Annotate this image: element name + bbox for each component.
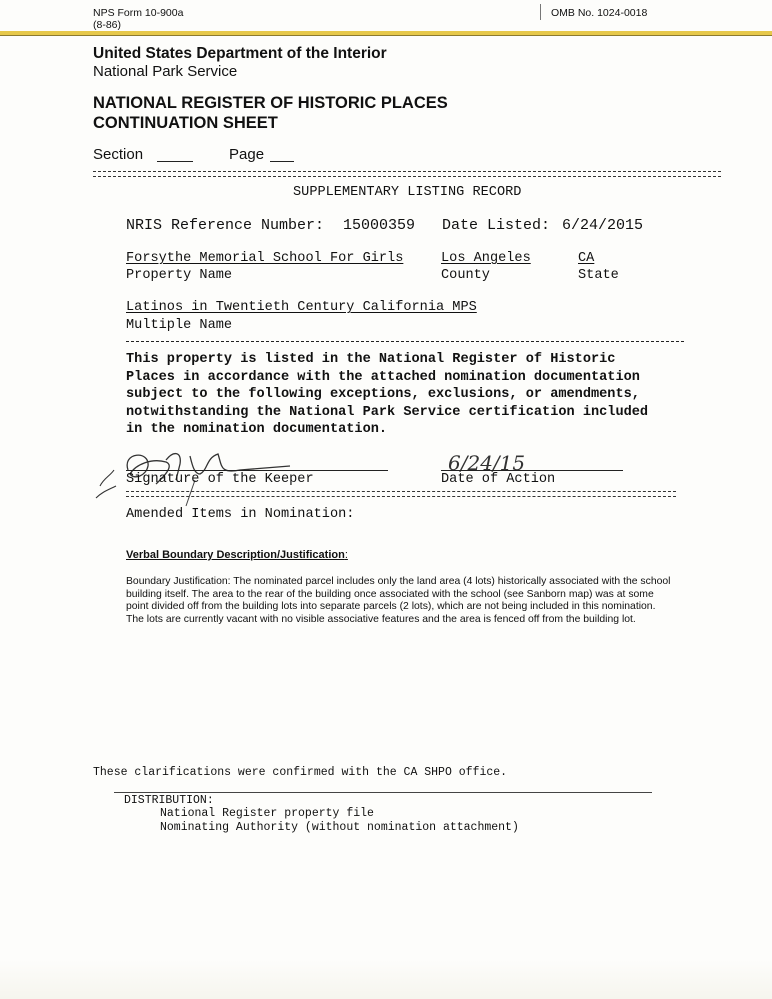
multiple-name-value: Latinos in Twentieth Century California MPS	[126, 300, 477, 315]
date-of-action-label: Date of Action	[441, 472, 556, 487]
boundary-justification: Boundary Justification: The nominated parcel includes only the land area (4 lots) historically associated with the school building itself. The area to the rear of the building once associated with the school (see Sanborn map) was at some point divided off from the building lots into separate parcels (2 lots), which are not being included in this nomination. The lots are currently vacant with no visible associative features and the area is fenced off from the building lot.	[126, 576, 671, 625]
page-blank	[270, 161, 294, 162]
statement-line: subject to the following exceptions, exclusions, or amendments,	[126, 387, 640, 402]
date-listed-label: Date Listed:	[442, 217, 551, 234]
date-action-line	[441, 470, 623, 471]
nris-value: 15000359	[343, 217, 416, 234]
statement-line: notwithstanding the National Park Service certification included	[126, 404, 649, 420]
state-value: CA	[578, 251, 595, 266]
statement-line: This property is listed in the National Register of Historic	[126, 352, 616, 367]
double-dash-rule-lower	[126, 491, 676, 497]
omb-number: OMB No. 1024-0018	[551, 7, 648, 19]
nris-label: NRIS Reference Number:	[126, 217, 325, 234]
clarification-note: These clarifications were confirmed with the CA SHPO office.	[93, 766, 508, 779]
distribution-item: Nominating Authority (without nomination attachment)	[160, 821, 519, 834]
omb-divider	[540, 4, 541, 20]
service-name: National Park Service	[93, 63, 238, 80]
signature-line	[126, 470, 388, 471]
sheet-title: CONTINUATION SHEET	[93, 114, 278, 132]
distribution-label: DISTRIBUTION:	[124, 794, 214, 807]
form-number-line: NPS Form 10-900a	[93, 7, 184, 19]
county-label: County	[441, 268, 490, 283]
county-value: Los Angeles	[441, 251, 531, 266]
double-dash-rule	[93, 171, 721, 177]
section-label: Section	[93, 146, 144, 163]
form-number	[93, 7, 183, 31]
distribution-rule	[114, 792, 652, 793]
svg-text:6/24/15: 6/24/15	[448, 451, 526, 475]
form-revision-line: (8-86)	[93, 19, 122, 31]
department-name: United States Department of the Interior	[93, 45, 387, 62]
state-label: State	[578, 268, 619, 283]
register-title: NATIONAL REGISTER OF HISTORIC PLACES	[93, 94, 448, 112]
distribution-item: National Register property file	[160, 807, 374, 820]
multiple-name-label: Multiple Name	[126, 318, 233, 333]
signature-label: Signature of the Keeper	[126, 472, 314, 487]
verbal-boundary-heading-text: Verbal Boundary Description/Justification	[126, 549, 345, 561]
record-heading: SUPPLEMENTARY LISTING RECORD	[293, 185, 522, 200]
date-listed-value: 6/24/2015	[562, 217, 644, 234]
dashed-separator	[126, 341, 684, 342]
verbal-boundary-heading	[126, 549, 348, 561]
header-rule-shadow	[0, 35, 772, 36]
page-label: Page	[229, 146, 265, 163]
statement-line: in the nomination documentation.	[126, 422, 388, 437]
property-name-value: Forsythe Memorial School For Girls	[126, 251, 404, 266]
listing-statement	[126, 351, 648, 439]
property-name-label: Property Name	[126, 268, 233, 283]
page-bottom-shading	[0, 960, 772, 999]
statement-line: Places in accordance with the attached nomination documentation	[126, 369, 640, 385]
amended-items-label: Amended Items in Nomination:	[126, 507, 355, 522]
verbal-boundary-colon: :	[344, 549, 348, 561]
section-blank	[157, 161, 193, 162]
